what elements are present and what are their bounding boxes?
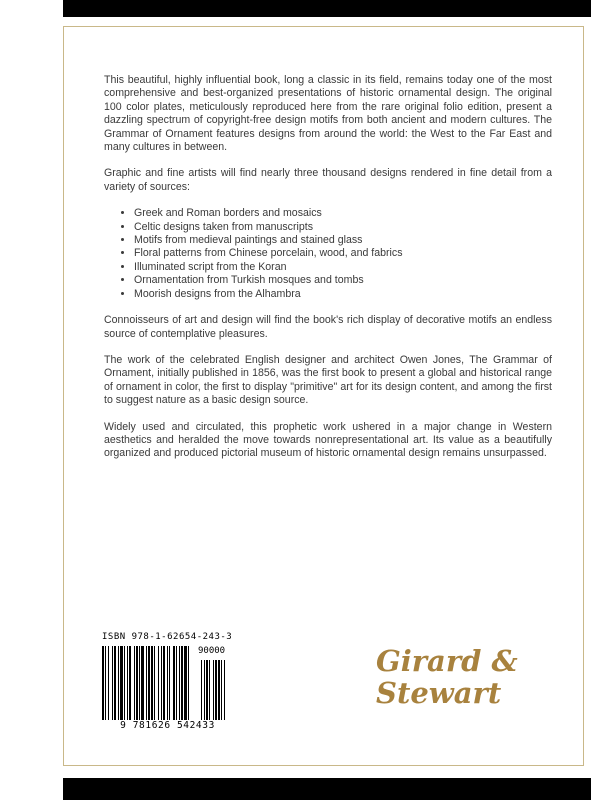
list-item: • Celtic designs taken from manuscripts — [134, 221, 552, 234]
barcode-bars — [102, 646, 233, 724]
top-black-band — [63, 0, 591, 17]
barcode-digits: 9 781626 542433 — [102, 720, 233, 731]
list-item: • Illuminated script from the Koran — [134, 261, 552, 274]
description-paragraph-connoisseurs: Connoisseurs of art and design will find the book's rich display of decorative motifs an endless source of contemplative pleasures. — [104, 314, 552, 340]
price-code: 90000 — [198, 646, 226, 656]
sources-list — [104, 207, 552, 301]
publisher-name-line2: Stewart — [376, 676, 502, 710]
list-item: • Motifs from medieval paintings and stained glass — [134, 234, 552, 247]
description-paragraph-legacy: Widely used and circulated, this prophetic work ushered in a major change in Western aesthetics and heralded the move towards nonrepresentational art. Its value as a beautifully organized and produced pictorial museum of historic ornamental design remains unsurpassed. — [104, 420, 552, 460]
publisher-logo — [376, 645, 518, 709]
back-cover-description — [104, 74, 552, 474]
list-item: • Greek and Roman borders and mosaics — [134, 207, 552, 220]
list-item: • Ornamentation from Turkish mosques and tombs — [134, 274, 552, 287]
list-item: • Moorish designs from the Alhambra — [134, 288, 552, 301]
description-paragraph-intro: This beautiful, highly influential book, long a classic in its field, remains today one of the most comprehensive and best-organized presentations of historic ornamental design. The original 100 color plates, meticulously reproduced here from the rare original folio edition, present a dazzling spectrum of copyright-free design motifs from both ancient and modern cultures. The Grammar of Ornament features designs from around the world: the West to the Far East and many cultures in between. — [104, 74, 552, 154]
bottom-black-band — [63, 778, 591, 800]
barcode-bars-row — [102, 646, 233, 724]
publisher-name-line1: Girard & — [376, 644, 518, 678]
isbn-barcode — [102, 632, 233, 736]
description-paragraph-history: The work of the celebrated English designer and architect Owen Jones, The Grammar of Ornament, initially published in 1856, was the first book to present a global and historical range of ornament in color, the first to display "primitive" art for its design content, and among the first to suggest nature as a basic design source. — [104, 353, 552, 407]
isbn-label: ISBN 978-1-62654-243-3 — [102, 632, 233, 642]
description-paragraph-sources: Graphic and fine artists will find nearly three thousand designs rendered in fine detail from a variety of sources: — [104, 167, 552, 193]
list-item: • Floral patterns from Chinese porcelain, wood, and fabrics — [134, 247, 552, 260]
